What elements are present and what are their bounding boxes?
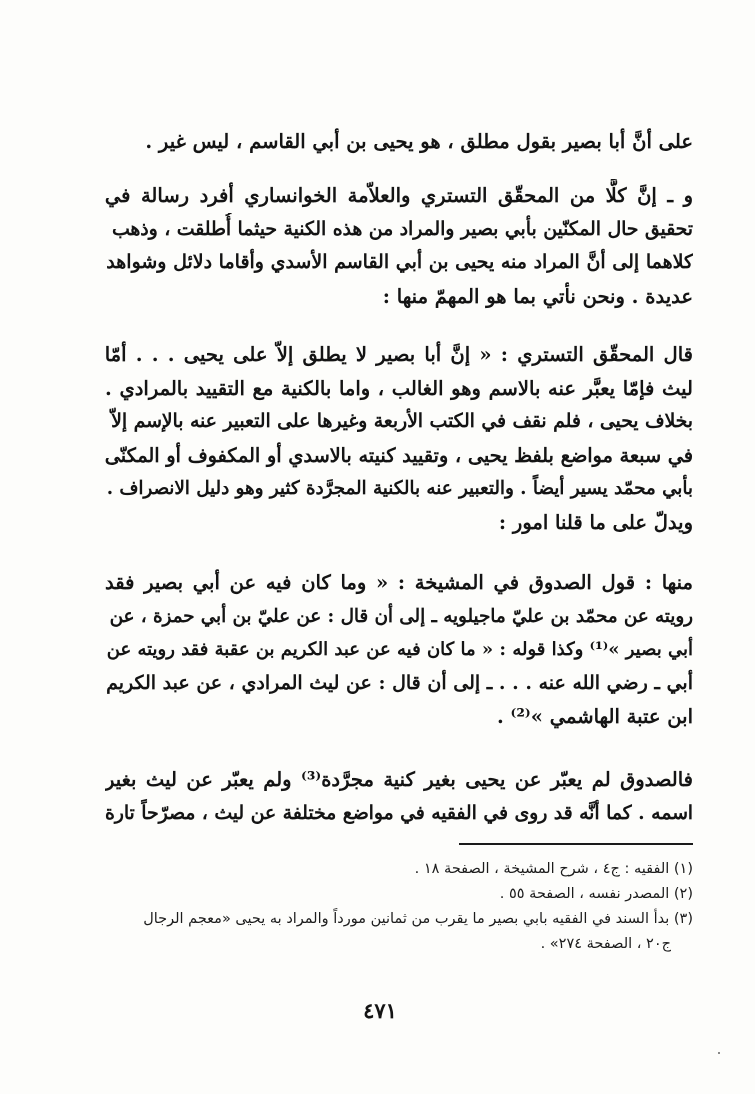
text-line: اسمه . كما أنَّه قد روى في الفقيه في مواضع مختلفة عن ليث ، مصرّحاً تارة xyxy=(105,801,693,824)
text-line: تحقيق حال المكنّين بأبي بصير والمراد من هذه الكنية حيثما أُطلقت ، وذهب xyxy=(111,217,693,240)
footnotes xyxy=(100,857,693,957)
text-line: و ـ إنَّ كلًّا من المحقّق التستري والعلاّمة الخوانساري أفرد رسالة في xyxy=(105,184,693,207)
text-line: في سبعة مواضع بلفظ يحيى ، وتقييد كنيته بالاسدي أو المكفوف أو المكنّى xyxy=(105,443,693,467)
paragraph-point-waw xyxy=(105,179,693,313)
footnote-3: (٣) بدأ السند في الفقيه بابي بصير ما يقرب من ثمانين مورداً والمراد به يحيى «معجم الرجال xyxy=(143,911,693,927)
text-line: بخلاف يحيى ، فلم نقف في الكتب الأربعة وغيرها على التعبير عنه بالإسم إلاّ xyxy=(111,410,693,432)
text-line: ابن عتبة الهاشمي »⁽²⁾ . xyxy=(496,705,693,728)
text-line: منها : قول الصدوق في المشيخة : « وما كان فيه عن أبي بصير فقد xyxy=(105,571,693,594)
scan-speck xyxy=(718,1052,720,1054)
text-line: قال المحقّق التستري : « إنَّ أبا بصير لا يطلق إلاّ على يحيى . . . أمّا xyxy=(105,343,693,366)
text-line: عديدة . ونحن نأتي بما هو المهمّ منها : xyxy=(382,284,693,308)
text-line: بأبي محمّد يسير أيضاً . والتعبير عنه بالكنية المجرَّدة كثير وهو دليل الانصراف . xyxy=(106,478,693,499)
paragraph-conclusion xyxy=(105,125,693,159)
footnote-3-continuation: ج٢٠ ، الصفحة ٢٧٤» . xyxy=(540,936,671,952)
text-line: ويدلّ على ما قلنا امور : xyxy=(498,510,693,534)
text-line: ليث فإمّا يعبَّر عنه بالاسم وهو الغالب ، واما بالكنية مع التقييد بالمرادي . xyxy=(105,376,693,400)
footnote-divider xyxy=(459,843,693,845)
text-line: رويته عن محمّد بن عليّ ماجيلويه ـ إلى أن قال : عن عليّ بن أبي حمزة ، عن xyxy=(109,605,693,627)
text-line: على أنَّ أبا بصير بقول مطلق ، هو يحيى بن أبي القاسم ، ليس غير . xyxy=(145,130,693,153)
footnote-1: (١) الفقيه : ج٤ ، شرح المشيخة ، الصفحة ١٨ . xyxy=(414,861,693,877)
text-line: كلاهما إلى أنَّ المراد منه يحيى بن أبي القاسم الأسدي وأقاما دلائل وشواهد xyxy=(106,251,693,273)
text-line: أبي ـ رضي الله عنه . . . ـ إلى أن قال : عن ليث المرادي ، عن عبد الكريم xyxy=(106,671,693,694)
page-number: ٤٧١ xyxy=(363,998,397,1023)
paragraph-tustari-quote xyxy=(105,338,693,539)
footnote-2: (٢) المصدر نفسه ، الصفحة ٥٥ . xyxy=(499,886,693,902)
text-line: فالصدوق لم يعبّر عن يحيى بغير كنية مجرَّدة⁽³⁾ ولم يعبّر عن ليث بغير xyxy=(105,768,693,791)
paragraph-saduq-mashyakha xyxy=(105,566,693,734)
text-line: أبي بصير »⁽¹⁾ وكذا قوله : « ما كان فيه عن عبد الكريم بن عقبة فقد رويته عن xyxy=(106,639,693,660)
paragraph-saduq-usage xyxy=(105,763,693,830)
